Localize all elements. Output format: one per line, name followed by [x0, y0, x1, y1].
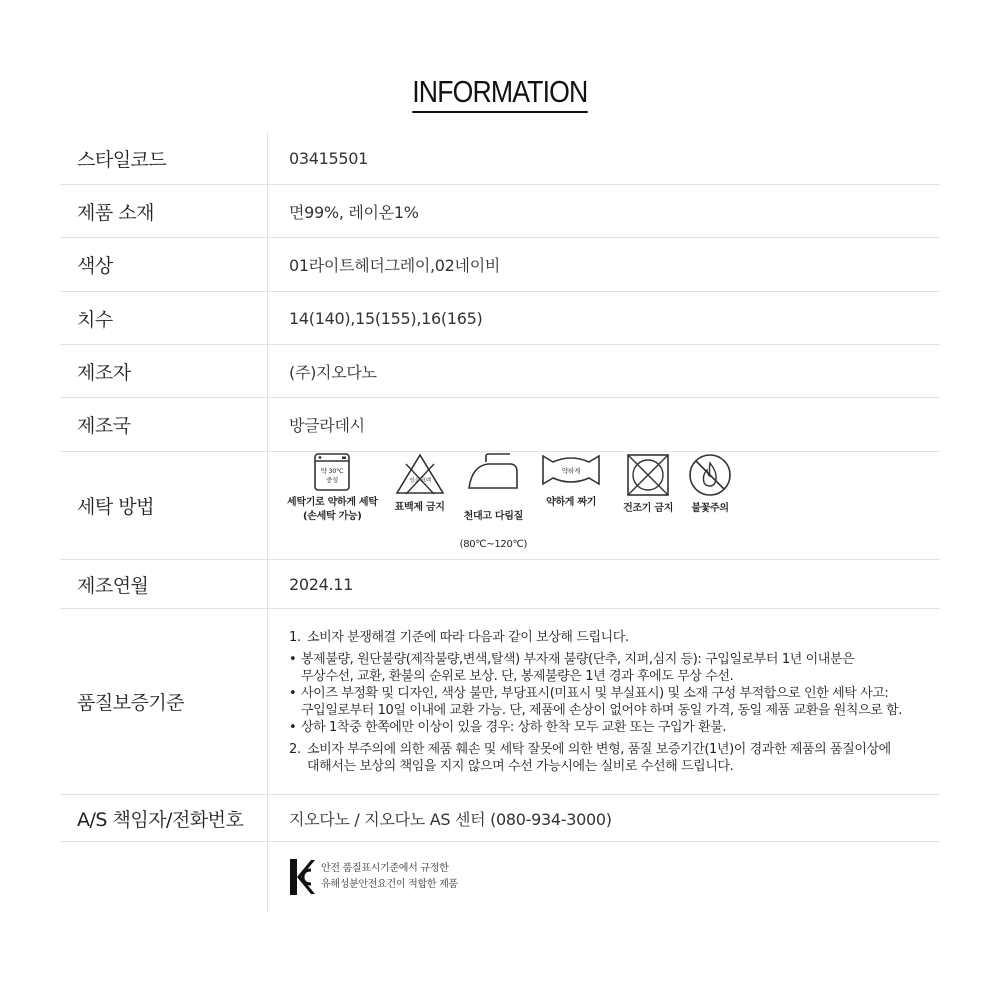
- kc-mark-icon: [289, 858, 315, 896]
- quality-text: [289, 629, 902, 775]
- label-style-code: 스타일코드: [60, 132, 268, 184]
- row-style-code: [60, 132, 940, 185]
- wring-icon: [541, 452, 601, 488]
- no-bleach-icon: [394, 452, 446, 496]
- care-icons: [287, 452, 747, 566]
- quality-bullet-2: • 사이즈 부정확 및 디자인, 색상 불만, 부당표시(미표시 및 부실표시) 및 소재 구성 부적합으로 인한 세탁 사고: 구입일로부터 10일 이내에 교환 가능. 단, 제품에 손상이 없어야 하며 동일 가격, 동일 제품 교환을 원칙으로 함.: [289, 685, 903, 718]
- kc-line-1: 안전 품질표시기준에서 규정한: [321, 863, 449, 874]
- row-country: [60, 398, 940, 452]
- value-country: 방글라데시: [289, 416, 365, 435]
- value-quality: [268, 609, 940, 794]
- row-color: [60, 238, 940, 292]
- label-date: 제조연월: [60, 560, 268, 608]
- wash-tub-icon: [312, 452, 352, 492]
- care-wash-caption: 세탁기로 약하게 세탁 (손세탁 가능): [287, 496, 378, 522]
- row-size: [60, 292, 940, 345]
- row-material: [60, 185, 940, 238]
- row-manufacturer: [60, 345, 940, 398]
- value-material: 면99%, 레이온1%: [289, 202, 419, 222]
- care-iron: [460, 452, 527, 566]
- label-as: A/S 책임자/전화번호: [60, 795, 268, 841]
- value-date: 2024.11: [289, 574, 354, 594]
- label-wash: 세탁 방법: [60, 452, 268, 559]
- care-wring: [541, 452, 601, 510]
- row-quality: [60, 609, 940, 795]
- wash-detergent-text: 중성: [326, 475, 339, 484]
- value-style-code: 03415501: [289, 148, 369, 168]
- value-kc: [268, 842, 940, 912]
- row-wash: [60, 452, 940, 560]
- row-kc: [60, 842, 940, 912]
- care-fire: [687, 452, 733, 516]
- quality-item-1: 1. 소비자 분쟁해결 기준에 따라 다음과 같이 보상해 드립니다.: [289, 629, 629, 645]
- value-as: 지오다노 / 지오다노 AS 센터 (080-934-3000): [289, 809, 612, 829]
- wring-text: 약하게: [562, 466, 581, 475]
- care-bleach-caption: 표백제 금지: [394, 501, 445, 513]
- value-size: 14(140),15(155),16(165): [289, 308, 483, 328]
- care-iron-caption: 천대고 다림질 (80℃~120℃): [459, 510, 528, 550]
- care-wash: [287, 452, 378, 524]
- care-dryer: [623, 452, 673, 516]
- quality-bullet-1: • 봉제불량, 원단불량(제작불량,변색,탈색) 부자재 불량(단추, 지퍼,심지 등): 구입일로부터 1년 이내분은 무상수선, 교환, 환불의 순위로 보상. 단, 봉제불량은 1년 경과 후에도 무상 수선.: [289, 651, 855, 684]
- label-color: 색상: [60, 238, 268, 291]
- row-as: [60, 795, 940, 842]
- care-fire-caption: 불꽃주의: [691, 502, 729, 514]
- value-color: 01라이트헤더그레이,02네이비: [289, 256, 501, 275]
- label-size: 치수: [60, 292, 268, 344]
- info-table: [60, 132, 940, 912]
- label-country: 제조국: [60, 398, 268, 451]
- kc-line-2: 유해성분안전요건이 적합한 제품: [321, 879, 458, 890]
- label-empty: [60, 842, 268, 912]
- kc-certification: [289, 858, 458, 896]
- iron-icon: [466, 452, 520, 492]
- label-material: 제품 소재: [60, 185, 268, 237]
- value-wash: [268, 452, 940, 559]
- value-manufacturer: (주)지오다노: [289, 362, 377, 382]
- quality-bullet-3: • 상하 1착중 한쪽에만 이상이 있을 경우: 상하 한착 모두 교환 또는 구입가 환불.: [289, 719, 727, 735]
- label-manufacturer: 제조자: [60, 345, 268, 397]
- quality-item-2: 2. 소비자 부주의에 의한 제품 훼손 및 세탁 잘못에 의한 변형, 품질 보증기간(1년)이 경과한 제품의 품질이상에 대해서는 보상의 책임을 지지 않으며 수선 가능시에는 실비로 수선해 드립니다.: [289, 741, 891, 774]
- row-date: [60, 560, 940, 609]
- label-quality: 품질보증기준: [60, 609, 268, 794]
- wash-temp-text: 약 30°C: [320, 466, 344, 475]
- care-bleach: [394, 452, 446, 515]
- bleach-text: 염소 표백: [408, 477, 431, 484]
- page-title: INFORMATION: [0, 74, 1000, 113]
- care-dryer-caption: 건조기 금지: [623, 502, 674, 514]
- no-tumble-dry-icon: [625, 452, 671, 498]
- care-wring-caption: 약하게 짜기: [546, 496, 597, 508]
- no-fire-icon: [687, 452, 733, 498]
